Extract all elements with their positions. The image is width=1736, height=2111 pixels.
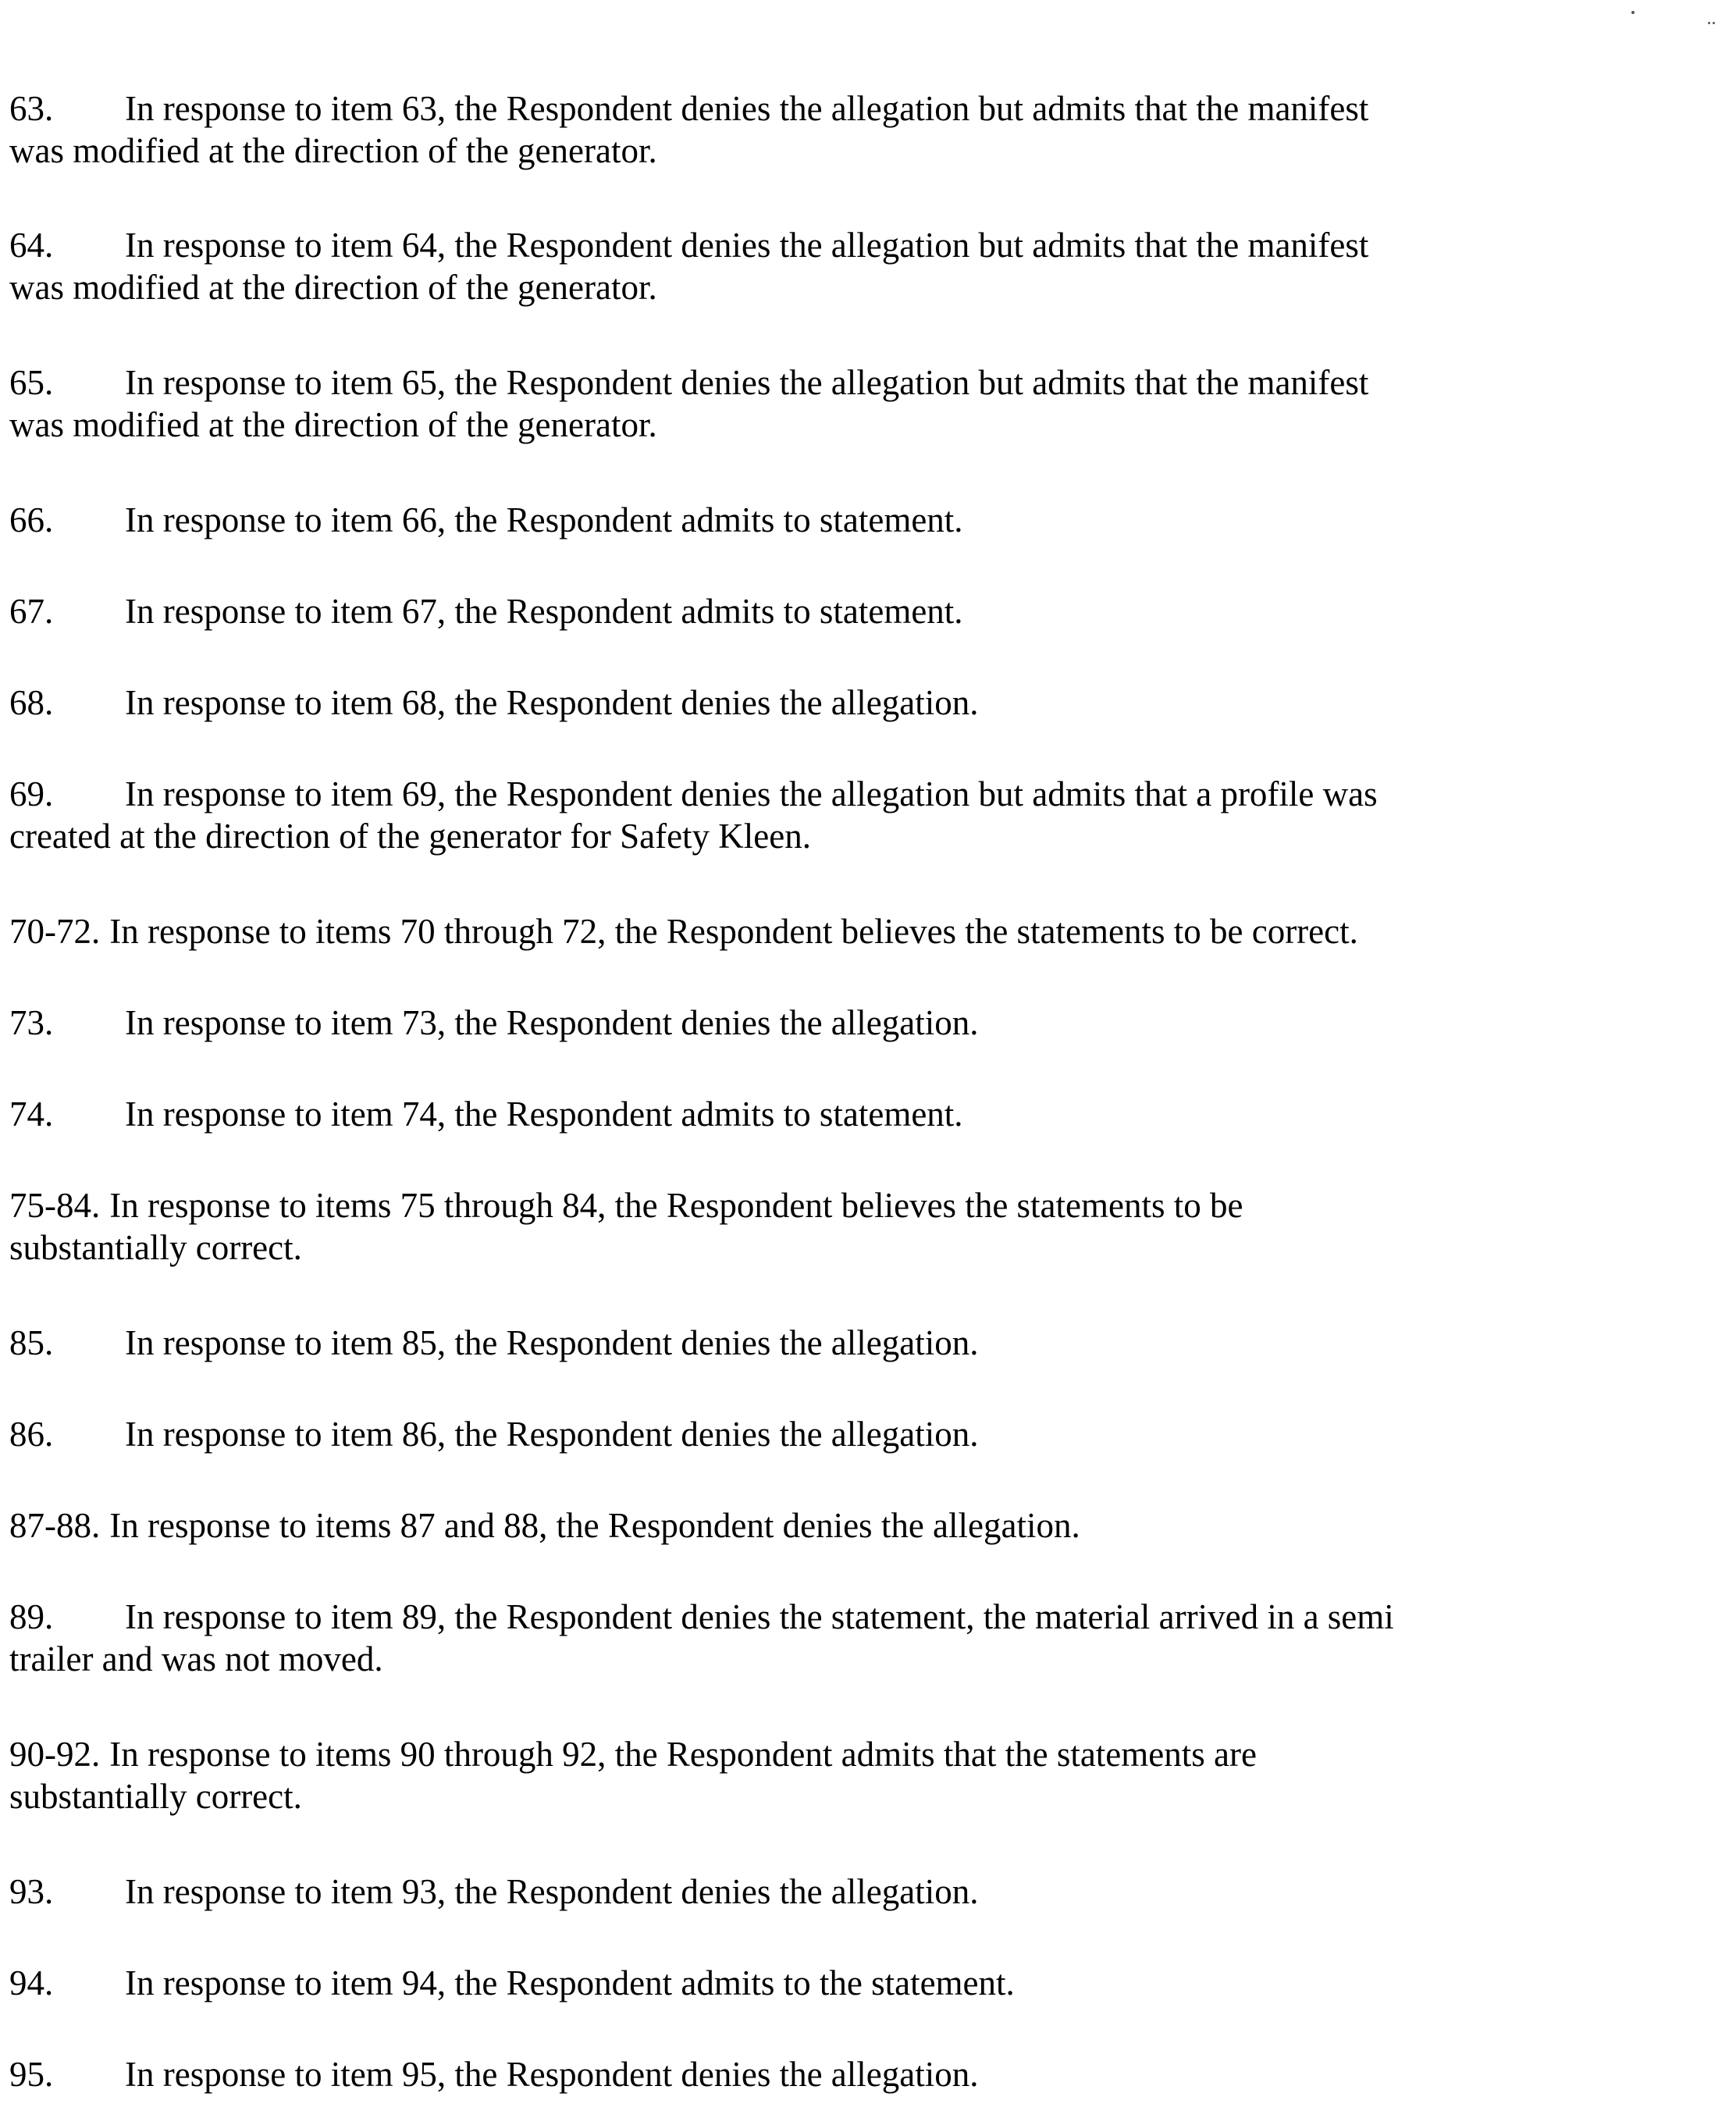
response-item	[9, 499, 1563, 541]
response-item	[9, 1871, 1563, 1913]
item-text: In response to item 69, the Respondent denies the allegation but admits that a profile was	[125, 774, 1378, 813]
item-number: 64.	[9, 226, 54, 265]
item-text: In response to items 70 through 72, the Respondent believes the statements to be correct.	[109, 912, 1358, 951]
response-item	[9, 1002, 1563, 1044]
item-text: In response to item 94, the Respondent admits to the statement.	[125, 1963, 1015, 2002]
item-number: 68.	[9, 683, 54, 722]
response-item	[9, 1596, 1563, 1680]
item-text: In response to item 89, the Respondent denies the statement, the material arrived in a semi	[125, 1597, 1394, 1636]
item-text: In response to item 67, the Respondent admits to statement.	[125, 592, 963, 631]
item-number: 74.	[9, 1095, 54, 1134]
item-number: 67.	[9, 592, 54, 631]
item-text: In response to item 65, the Respondent denies the allegation but admits that the manifest	[125, 363, 1369, 402]
response-item	[9, 1413, 1563, 1455]
response-item	[9, 1504, 1563, 1547]
response-item	[9, 224, 1563, 308]
response-item	[9, 87, 1563, 172]
scan-speck	[1631, 11, 1635, 14]
scan-speck	[1713, 22, 1715, 24]
response-item	[9, 2053, 1563, 2095]
item-text: In response to items 75 through 84, the Respondent believes the statements to be	[109, 1186, 1243, 1225]
item-text: In response to item 85, the Respondent denies the allegation.	[125, 1323, 979, 1362]
item-number: 86.	[9, 1415, 54, 1454]
item-text-continued: substantially correct.	[9, 1228, 302, 1267]
item-number: 89.	[9, 1597, 54, 1636]
item-number: 63.	[9, 89, 54, 128]
item-text: In response to item 74, the Respondent admits to statement.	[125, 1095, 963, 1134]
item-number: 87-88.	[9, 1506, 101, 1545]
response-item	[9, 1093, 1563, 1135]
item-text: In response to item 66, the Respondent admits to statement.	[125, 500, 963, 539]
response-item	[9, 1962, 1563, 2004]
response-item	[9, 682, 1563, 724]
item-text: In response to items 90 through 92, the Respondent admits that the statements are	[109, 1735, 1257, 1774]
item-number: 94.	[9, 1963, 54, 2002]
item-number: 70-72.	[9, 912, 101, 951]
item-text: In response to item 95, the Respondent denies the allegation.	[125, 2055, 979, 2094]
item-number: 73.	[9, 1003, 54, 1042]
response-item	[9, 1322, 1563, 1364]
item-text: In response to item 93, the Respondent denies the allegation.	[125, 1872, 979, 1911]
response-item	[9, 773, 1563, 857]
item-text-continued: was modified at the direction of the generator.	[9, 405, 657, 444]
response-item	[9, 1733, 1563, 1817]
item-number: 95.	[9, 2055, 54, 2094]
item-number: 75-84.	[9, 1186, 101, 1225]
item-text: In response to item 64, the Respondent denies the allegation but admits that the manifest	[125, 226, 1369, 265]
item-number: 69.	[9, 774, 54, 813]
item-text: In response to item 73, the Respondent denies the allegation.	[125, 1003, 979, 1042]
item-text-continued: was modified at the direction of the generator.	[9, 131, 657, 170]
item-number: 90-92.	[9, 1735, 101, 1774]
item-text: In response to items 87 and 88, the Respondent denies the allegation.	[109, 1506, 1080, 1545]
item-number: 85.	[9, 1323, 54, 1362]
item-text: In response to item 86, the Respondent denies the allegation.	[125, 1415, 979, 1454]
response-item	[9, 910, 1563, 952]
item-text-continued: was modified at the direction of the generator.	[9, 268, 657, 307]
item-text: In response to item 63, the Respondent denies the allegation but admits that the manifest	[125, 89, 1369, 128]
item-number: 65.	[9, 363, 54, 402]
response-item	[9, 1184, 1563, 1269]
item-text: In response to item 68, the Respondent denies the allegation.	[125, 683, 979, 722]
scan-speck	[1708, 22, 1710, 24]
item-number: 93.	[9, 1872, 54, 1911]
response-item	[9, 361, 1563, 446]
response-item	[9, 590, 1563, 632]
item-text-continued: substantially correct.	[9, 1777, 302, 1816]
item-text-continued: trailer and was not moved.	[9, 1639, 383, 1678]
item-text-continued: created at the direction of the generator for Safety Kleen.	[9, 817, 812, 856]
item-number: 66.	[9, 500, 54, 539]
